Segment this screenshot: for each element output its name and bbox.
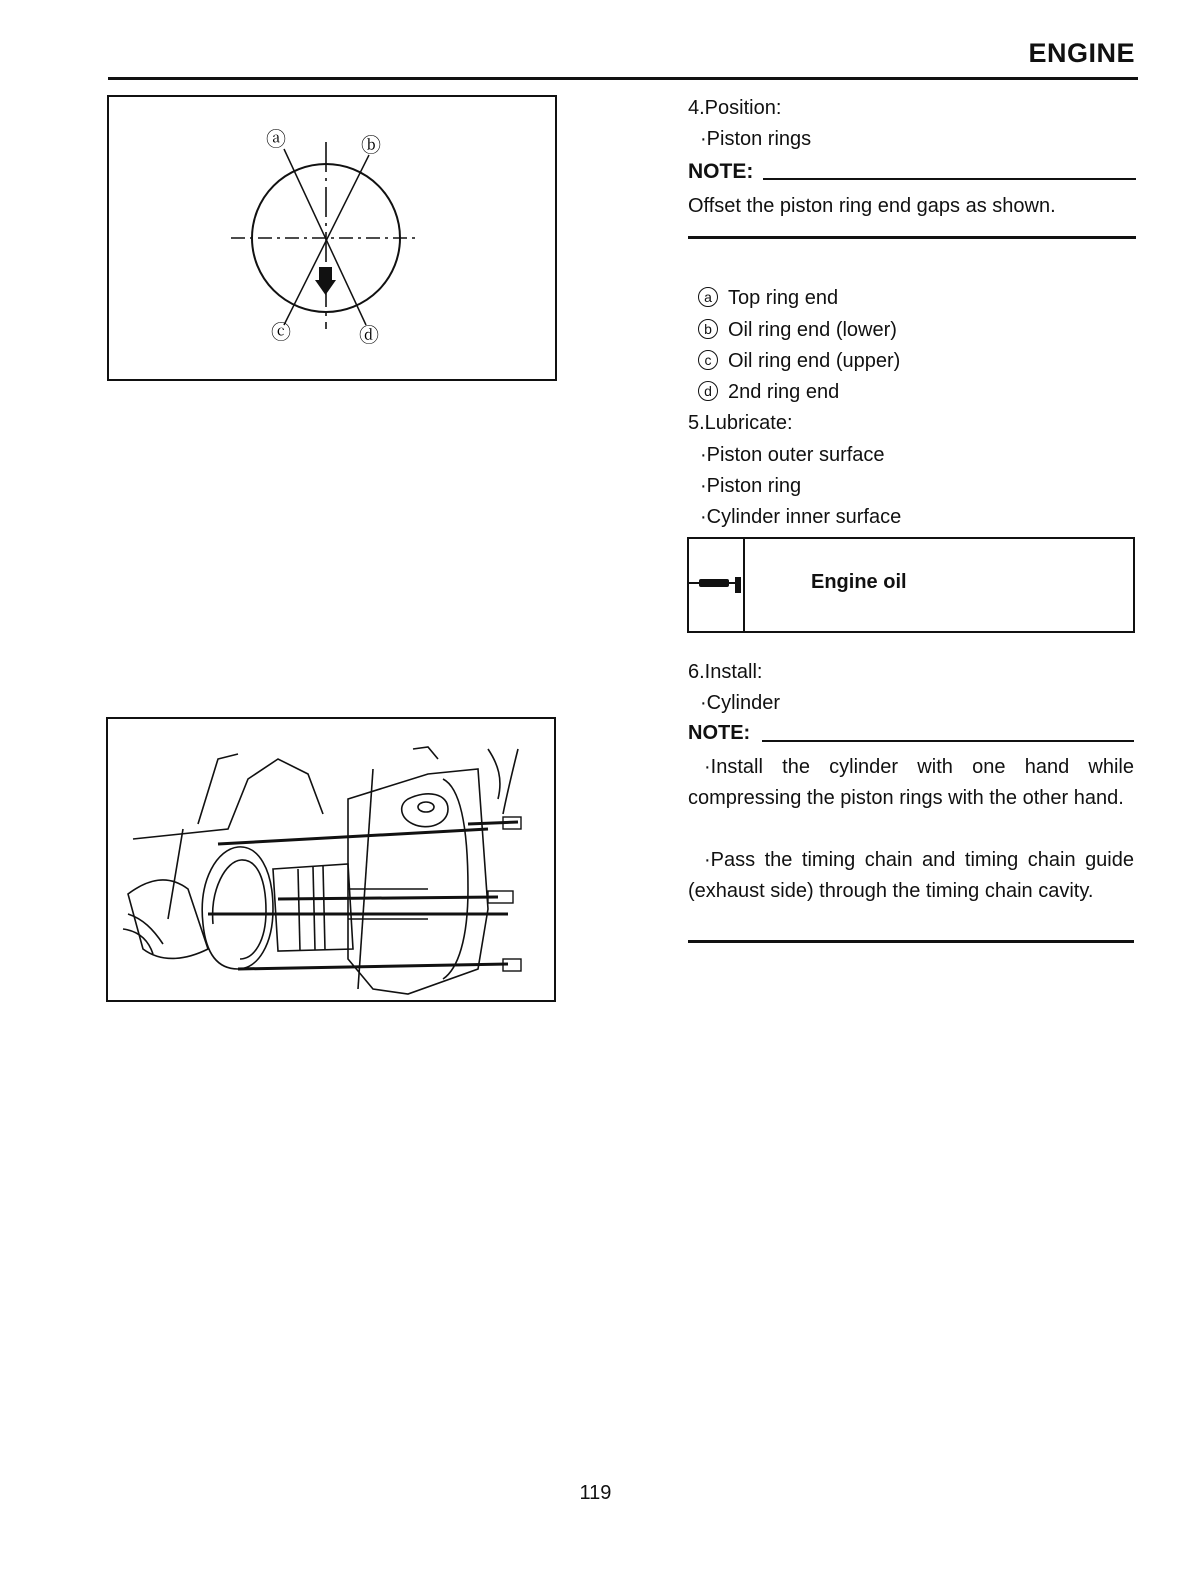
label-c: ⓒ bbox=[271, 320, 291, 344]
step4-title: 4.Position: bbox=[688, 97, 782, 119]
arrow-down-icon bbox=[315, 267, 336, 295]
step5-title: 5.Lubricate: bbox=[688, 412, 793, 434]
step6-bullet: ·Cylinder bbox=[700, 692, 781, 714]
label-a: ⓐ bbox=[266, 127, 286, 151]
legend-mark-b: b bbox=[698, 319, 718, 339]
note6-rule-top bbox=[762, 740, 1134, 742]
note6-rule-bottom bbox=[688, 940, 1134, 943]
lubricant-name: Engine oil bbox=[811, 571, 907, 593]
note-label-step6: NOTE: bbox=[688, 722, 751, 744]
note-rule-top bbox=[763, 178, 1136, 180]
legend-item-b bbox=[698, 315, 897, 346]
step6-title: 6.Install: bbox=[688, 661, 763, 683]
oil-can-icon bbox=[689, 575, 743, 595]
gap-line-a-d bbox=[284, 149, 366, 325]
legend-mark-c: c bbox=[698, 350, 718, 370]
note6-paragraph-2: ·Pass the timing chain and timing chain guide (exhaust side) through the timing chain cavity. bbox=[688, 849, 1134, 902]
lubricant-box bbox=[687, 537, 1135, 633]
ring-gap-svg bbox=[109, 97, 555, 379]
note-rule-bottom bbox=[688, 236, 1136, 239]
ring-gap-diagram bbox=[107, 95, 557, 381]
cylinder-install-svg bbox=[108, 719, 554, 1000]
note-label-step4: NOTE: bbox=[688, 160, 754, 183]
label-d: ⓓ bbox=[359, 323, 379, 347]
note-text-step4: Offset the piston ring end gaps as shown. bbox=[688, 195, 1056, 217]
label-b: ⓑ bbox=[361, 133, 381, 157]
legend-mark-d: d bbox=[698, 381, 718, 401]
page-number: 119 bbox=[579, 1482, 612, 1504]
lubricant-box-divider bbox=[743, 539, 745, 631]
legend-item-c bbox=[698, 346, 900, 377]
section-title: ENGINE bbox=[1028, 38, 1135, 68]
header-rule bbox=[108, 77, 1138, 80]
step5-bullet-3: ·Cylinder inner surface bbox=[700, 506, 902, 528]
step5-bullet-1: ·Piston outer surface bbox=[700, 444, 885, 466]
legend-label-c: Oil ring end (upper) bbox=[728, 350, 901, 372]
legend-label-d: 2nd ring end bbox=[728, 381, 840, 403]
legend-item-d bbox=[698, 377, 839, 408]
legend-item-a bbox=[698, 283, 838, 314]
step4-bullet: ·Piston rings bbox=[700, 128, 812, 150]
cylinder-install-illustration bbox=[106, 717, 556, 1002]
legend-label-a: Top ring end bbox=[728, 287, 839, 309]
legend-mark-a: a bbox=[698, 287, 718, 307]
step5-bullet-2: ·Piston ring bbox=[700, 475, 802, 497]
note6-paragraph-1: ·Install the cylinder with one hand while compressing the piston rings with the other hand. bbox=[688, 756, 1134, 809]
legend-label-b: Oil ring end (lower) bbox=[728, 319, 897, 341]
